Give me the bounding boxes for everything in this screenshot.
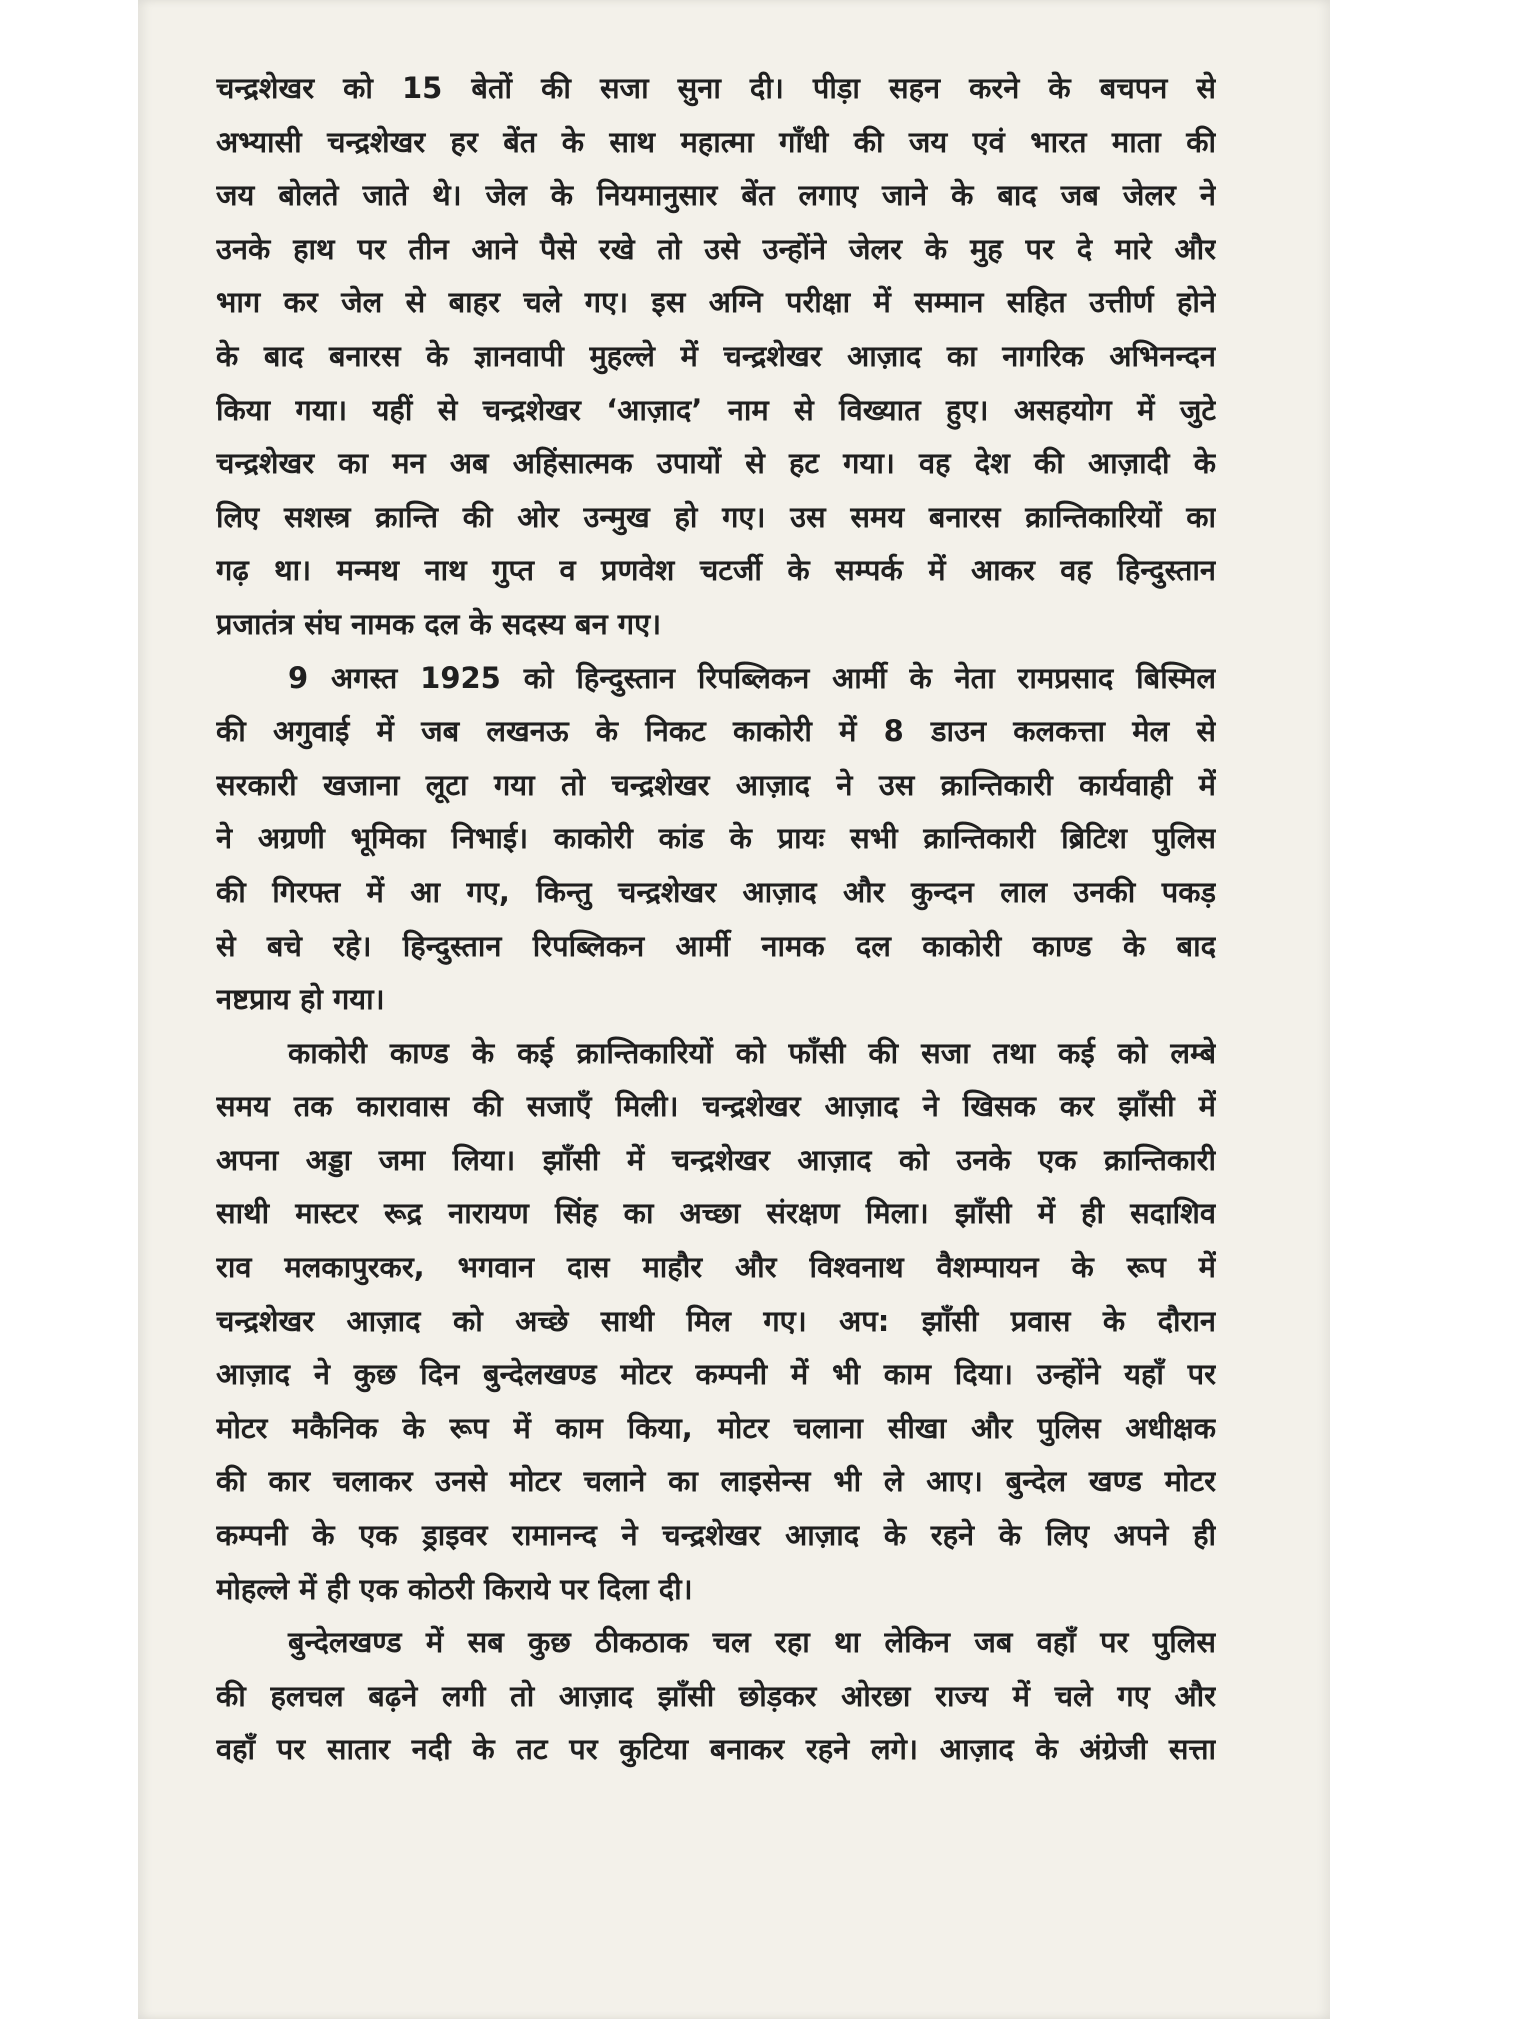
text-line: चन्द्रशेखर को 15 बेतों की सजा सुना दी। पीड़ा सहन करने के बचपन से bbox=[216, 71, 1216, 105]
text-line: के बाद बनारस के ज्ञानवापी मुहल्ले में चन्द्रशेखर आज़ाद का नागरिक अभिनन्दन bbox=[216, 338, 1216, 373]
text-line: की हलचल बढ़ने लगी तो आज़ाद झाँसी छोड़कर ओरछा राज्य में चले गए और bbox=[216, 1678, 1216, 1713]
text-line: उनके हाथ पर तीन आने पैसे रखे तो उसे उन्होंने जेलर के मुह पर दे मारे और bbox=[216, 231, 1216, 266]
scanned-page bbox=[138, 0, 1330, 2019]
text-line: कम्पनी के एक ड्राइवर रामानन्द ने चन्द्रशेखर आज़ाद के रहने के लिए अपने ही bbox=[216, 1518, 1216, 1553]
text-line: से बचे रहे। हिन्दुस्तान रिपब्लिकन आर्मी नामक दल काकोरी काण्ड के बाद bbox=[216, 928, 1216, 963]
text-line: मोटर मकैनिक के रूप में काम किया, मोटर चलाना सीखा और पुलिस अधीक्षक bbox=[216, 1410, 1216, 1445]
text-line: अपना अड्डा जमा लिया। झाँसी में चन्द्रशेखर आज़ाद को उनके एक क्रान्तिकारी bbox=[216, 1142, 1216, 1177]
paragraph-start: काकोरी काण्ड के कई क्रान्तिकारियों को फाँसी की सजा तथा कई को लम्बे bbox=[288, 1035, 1216, 1070]
text-line: भाग कर जेल से बाहर चले गए। इस अग्नि परीक्षा में सम्मान सहित उत्तीर्ण होने bbox=[216, 285, 1216, 320]
text-line: ने अग्रणी भूमिका निभाई। काकोरी कांड के प्रायः सभी क्रान्तिकारी ब्रिटिश पुलिस bbox=[216, 821, 1216, 856]
text-line: चन्द्रशेखर का मन अब अहिंसात्मक उपायों से हट गया। वह देश की आज़ादी के bbox=[216, 446, 1216, 481]
text-line: की कार चलाकर उनसे मोटर चलाने का लाइसेन्स भी ले आए। बुन्देल खण्ड मोटर bbox=[216, 1464, 1216, 1499]
text-line: की अगुवाई में जब लखनऊ के निकट काकोरी में 8 डाउन कलकत्ता मेल से bbox=[216, 714, 1216, 749]
body-text bbox=[216, 62, 1216, 1777]
text-line: चन्द्रशेखर आज़ाद को अच्छे साथी मिल गए। अप: झाँसी प्रवास के दौरान bbox=[216, 1303, 1216, 1338]
text-line: की गिरफ्त में आ गए, किन्तु चन्द्रशेखर आज़ाद और कुन्दन लाल उनकी पकड़ bbox=[216, 874, 1216, 909]
text-line: राव मलकापुरकर, भगवान दास माहौर और विश्वनाथ वैशम्पायन के रूप में bbox=[216, 1250, 1216, 1285]
text-line: साथी मास्टर रूद्र नारायण सिंह का अच्छा संरक्षण मिला। झाँसी में ही सदाशिव bbox=[216, 1196, 1216, 1231]
text-line: वहाँ पर सातार नदी के तट पर कुटिया बनाकर रहने लगे। आज़ाद के अंग्रेजी सत्ता bbox=[216, 1732, 1216, 1767]
text-line: मोहल्ले में ही एक कोठरी किराये पर दिला दी। bbox=[216, 1571, 693, 1606]
text-line: प्रजातंत्र संघ नामक दल के सदस्य बन गए। bbox=[216, 606, 662, 641]
text-line: नष्टप्राय हो गया। bbox=[216, 982, 385, 1017]
text-line: अभ्यासी चन्द्रशेखर हर बेंत के साथ महात्मा गाँधी की जय एवं भारत माता की bbox=[216, 124, 1216, 159]
paragraph-start: बुन्देलखण्ड में सब कुछ ठीकठाक चल रहा था लेकिन जब वहाँ पर पुलिस bbox=[288, 1625, 1216, 1660]
text-line: जय बोलते जाते थे। जेल के नियमानुसार बेंत लगाए जाने के बाद जब जेलर ने bbox=[216, 178, 1216, 213]
text-line: लिए सशस्त्र क्रान्ति की ओर उन्मुख हो गए। उस समय बनारस क्रान्तिकारियों का bbox=[216, 499, 1216, 534]
text-line: आज़ाद ने कुछ दिन बुन्देलखण्ड मोटर कम्पनी में भी काम दिया। उन्होंने यहाँ पर bbox=[216, 1357, 1216, 1392]
text-line: समय तक कारावास की सजाएँ मिली। चन्द्रशेखर आज़ाद ने खिसक कर झाँसी में bbox=[216, 1089, 1216, 1124]
text-line: किया गया। यहीं से चन्द्रशेखर ‘आज़ाद’ नाम से विख्यात हुए। असहयोग में जुटे bbox=[216, 392, 1216, 427]
text-line: गढ़ था। मन्मथ नाथ गुप्त व प्रणवेश चटर्जी के सम्पर्क में आकर वह हिन्दुस्तान bbox=[216, 553, 1216, 588]
text-line: सरकारी खजाना लूटा गया तो चन्द्रशेखर आज़ाद ने उस क्रान्तिकारी कार्यवाही में bbox=[216, 767, 1216, 802]
paragraph-start: 9 अगस्त 1925 को हिन्दुस्तान रिपब्लिकन आर्मी के नेता रामप्रसाद बिस्मिल bbox=[288, 660, 1216, 695]
